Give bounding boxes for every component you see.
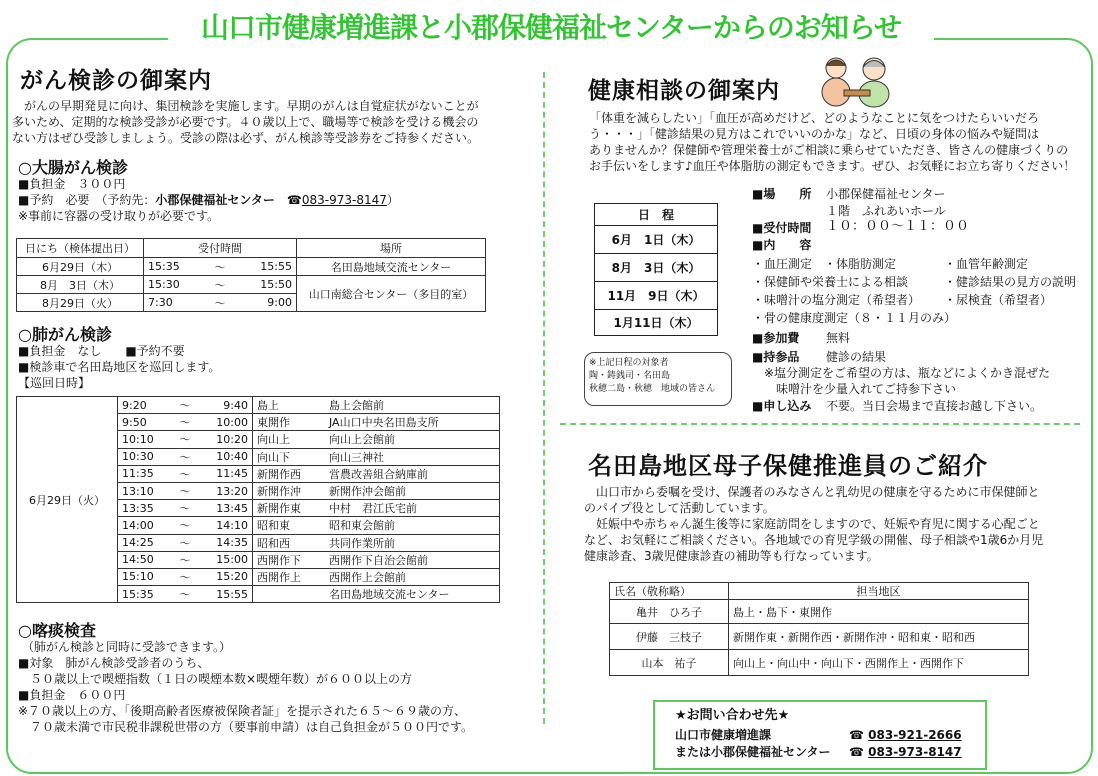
table-row: 8月 3日（木） 15:30 ～ 15:50 山口南総合センター（多目的室） <box>17 276 486 294</box>
table-row: 14:00 ～ 14:10 昭和東 昭和東会館前 <box>17 517 500 534</box>
target-area-note: ※上記日程の対象者 陶・鋳銭司・名田島 秋穂二島・秋穂 地域の皆さん <box>584 352 732 406</box>
table-row: 山本 祐子 向山上・向山中・向山下・西開作上・西開作下 <box>610 650 1029 676</box>
table-row: 14:50 ～ 15:00 西開作下 西開作下自治会館前 <box>17 551 500 568</box>
health-heading: 健康相談の御案内 <box>588 78 780 104</box>
table-row: 9:50 ～ 10:00 東開作 JA山口中央名田島支所 <box>17 414 500 431</box>
cancer-intro-1: がんの早期発見に向け、集団検診を実施します。早期のがんは自覚症状がないことが <box>12 99 479 113</box>
cancer-heading: がん検診の御案内 <box>20 68 212 94</box>
contact-dept-1: 山口市健康増進課 <box>675 728 772 742</box>
colon-heading: ○大腸がん検診 <box>18 158 128 177</box>
column-divider <box>543 72 545 724</box>
phone-icon: ☎ <box>286 193 302 207</box>
lung-line-1: ■負担金 なし ■予約不要 <box>18 344 185 358</box>
health-intro-1: 「体重を減らしたい」「血圧が高めだけど、どのようなことに気をつけたらいいだろ <box>589 111 1040 125</box>
sputum-line-1: （肺がん検診と同時に受診できます。） <box>22 640 232 654</box>
place-value-2: １階 ふれあいホール <box>826 204 946 218</box>
lung-line-3: 【巡回日時】 <box>18 376 91 390</box>
colon-merged-place: 山口南総合センター（多目的室） <box>297 276 486 312</box>
place-label: ■場 所 <box>752 187 812 201</box>
apply-label: ■申し込み <box>752 399 812 413</box>
table-row: 15:35 ～ 15:55 名田島地域交流センター <box>17 586 500 603</box>
bring-value: 健診の結果 <box>826 350 887 364</box>
phone-icon: ☎ <box>849 745 864 759</box>
fee-value: 無料 <box>826 331 851 345</box>
content-item: ・保健師や栄養士による相談 <box>752 275 909 289</box>
content-item: ・血管年齢測定 <box>944 257 1029 271</box>
lung-route-table <box>16 396 500 603</box>
contact-heading: ★お問い合わせ先★ <box>675 708 790 723</box>
sputum-line-3: ５０歳以上で喫煙指数（１日の喫煙本数×喫煙年数）が６００以上の方 <box>18 672 413 686</box>
page-title: 山口市健康増進課と小郡保健福祉センターからのお知らせ <box>200 11 902 44</box>
place-value: 小郡保健福祉センター <box>826 187 946 201</box>
nadajima-intro-5: 健康診査、3歳児健康診査の補助等も行なっています。 <box>584 549 879 563</box>
table-row: 10:30 ～ 10:40 向山下 向山三神社 <box>17 448 500 465</box>
section-divider <box>560 423 1080 425</box>
content-item: ・味噌汁の塩分測定（希望者） <box>752 293 921 307</box>
fee-label: ■参加費 <box>752 331 800 345</box>
nadajima-heading: 名田島地区母子保健推進員のご紹介 <box>588 452 988 480</box>
promoter-col-name: 氏名（敬称略） <box>610 583 729 600</box>
sputum-heading: ○喀痰検査 <box>18 621 96 640</box>
colon-schedule-table <box>16 238 486 312</box>
consultation-illustration-icon <box>818 52 894 108</box>
table-row: 伊藤 三枝子 新開作東・新開作西・新開作沖・昭和東・昭和西 <box>610 624 1029 650</box>
table-row: 13:35 ～ 13:45 新開作東 中村 君江氏宅前 <box>17 500 500 517</box>
schedule-date: 6月 1日（木） <box>595 226 718 254</box>
phone-icon: ☎ <box>849 728 864 742</box>
nadajima-intro-4: など、お気軽にご相談ください。各地域での育児学級の開催、母子相談や1歳6か月児 <box>584 533 1044 547</box>
colon-col-time: 受付時間 <box>144 239 297 258</box>
nadajima-intro-2: のパイプ役として活動しています。 <box>584 501 775 515</box>
apply-value: 不要。当日会場まで直接お越し下さい。 <box>826 399 1043 413</box>
colon-note: ※事前に容器の受け取りが必要です。 <box>18 209 220 223</box>
bring-label: ■持参品 <box>752 350 800 364</box>
sputum-line-2: ■対象 肺がん検診受診者のうち、 <box>18 656 210 670</box>
content-item: ・骨の健康度測定（８・１１月のみ） <box>752 311 957 325</box>
table-row: 6月29日（火） 9:20 ～ 9:40 島上 島上会館前 <box>17 397 500 414</box>
health-intro-4: お手伝いをします♪血圧や体脂肪の測定もできます。ぜひ、お気軽にお立ち寄りください！ <box>589 159 1076 173</box>
lung-route-date: 6月29日（火） <box>17 397 118 603</box>
content-item: ・尿検査（希望者） <box>944 293 1053 307</box>
schedule-date: 11月 9日（木） <box>595 282 718 310</box>
table-row: 10:10 ～ 10:20 向山上 向山上会館前 <box>17 431 500 448</box>
bring-note-1: ※塩分測定をご希望の方は、瓶などによくかき混ぜた <box>764 366 1051 380</box>
health-intro-2: う・・・」「健診結果の見方はこれでいいのかな」など、日頃の身体の悩みや疑問は <box>589 127 1040 141</box>
content-label: ■内 容 <box>752 238 812 252</box>
contact-tel-2-row <box>849 744 962 761</box>
time-value: １０：００～１１：００ <box>826 219 970 234</box>
nadajima-intro-1: 山口市から委嘱を受け、保護者のみなさんと乳幼児の健康を守るために市保健師と <box>584 485 1040 499</box>
table-row: 11:35 ～ 11:45 新開作西 営農改善組合納庫前 <box>17 465 500 482</box>
schedule-date: 8月 3日（木） <box>595 254 718 282</box>
colon-reserve: ■予約 必要 （予約先：小郡保健福祉センター ☎083-973-8147） <box>18 193 399 207</box>
cancer-intro-3: ない方はぜひ受診しましょう。受診の際は必ず、がん検診等受診券をご持参ください。 <box>12 131 480 145</box>
table-row: 亀井 ひろ子 島上・島下・東開作 <box>610 600 1029 624</box>
health-schedule-table <box>594 203 718 336</box>
schedule-header: 日 程 <box>595 204 718 226</box>
content-item: ・血圧測定 ・体脂肪測定 <box>752 257 897 271</box>
sputum-line-5: ※７０歳以上の方、「後期高齢者医療被保険者証」を提示された６５～６９歳の方、 <box>18 704 467 718</box>
table-row: 6月29日（木） 15:35 ～ 15:55 名田島地域交流センター <box>17 258 486 276</box>
contact-box <box>653 700 987 770</box>
cancer-intro-2: 多いため、定期的な検診受診が必要です。４０歳以上で、職場等で検診を受ける機会の <box>12 115 479 129</box>
promoter-col-area: 担当地区 <box>729 583 1029 600</box>
contact-tel-2[interactable]: 083-973-8147 <box>868 745 962 759</box>
colon-tel[interactable]: 083-973-8147 <box>301 193 387 207</box>
content-item: ・健診結果の見方の説明 <box>944 275 1077 289</box>
table-row: 13:10 ～ 13:20 新開作沖 新開作沖会館前 <box>17 482 500 499</box>
promoter-table <box>609 582 1029 676</box>
table-row: 15:10 ～ 15:20 西開作上 西開作上会館前 <box>17 568 500 585</box>
schedule-date: 1月11日（木） <box>613 316 699 330</box>
lung-heading: ○肺がん検診 <box>18 325 112 344</box>
time-label: ■受付時間 <box>752 221 812 235</box>
table-row: 14:25 ～ 14:35 昭和西 共同作業所前 <box>17 534 500 551</box>
colon-col-date: 日にち（検体提出日） <box>17 239 144 258</box>
contact-dept-2: または小郡保健福祉センター <box>675 745 831 759</box>
contact-tel-1-row <box>849 727 962 744</box>
table-row: 8月29日（火） 7:30 ～ 9:00 <box>17 294 486 312</box>
bring-note-2: 味噌汁を少量入れてご持参下さい <box>776 382 957 396</box>
sputum-line-6: ７０歳未満で市民税非課税世帯の方（要事前申請）は自己負担金が５００円です。 <box>18 720 474 734</box>
contact-tel-1[interactable]: 083-921-2666 <box>868 728 962 742</box>
health-intro-3: ありませんか？保健師や管理栄養士がご相談に乗らせていただき、皆さんの健康づくりの <box>589 143 1069 157</box>
sputum-line-4: ■負担金 ６００円 <box>18 688 126 702</box>
colon-fee: ■負担金 ３００円 <box>18 177 126 191</box>
nadajima-intro-3: 妊娠中や赤ちゃん誕生後等に家庭訪問をしますので、妊娠や育児に関する心配ごと <box>584 517 1040 531</box>
lung-line-2: ■検診車で名田島地区を巡回します。 <box>18 360 221 374</box>
colon-col-place: 場所 <box>297 239 486 258</box>
